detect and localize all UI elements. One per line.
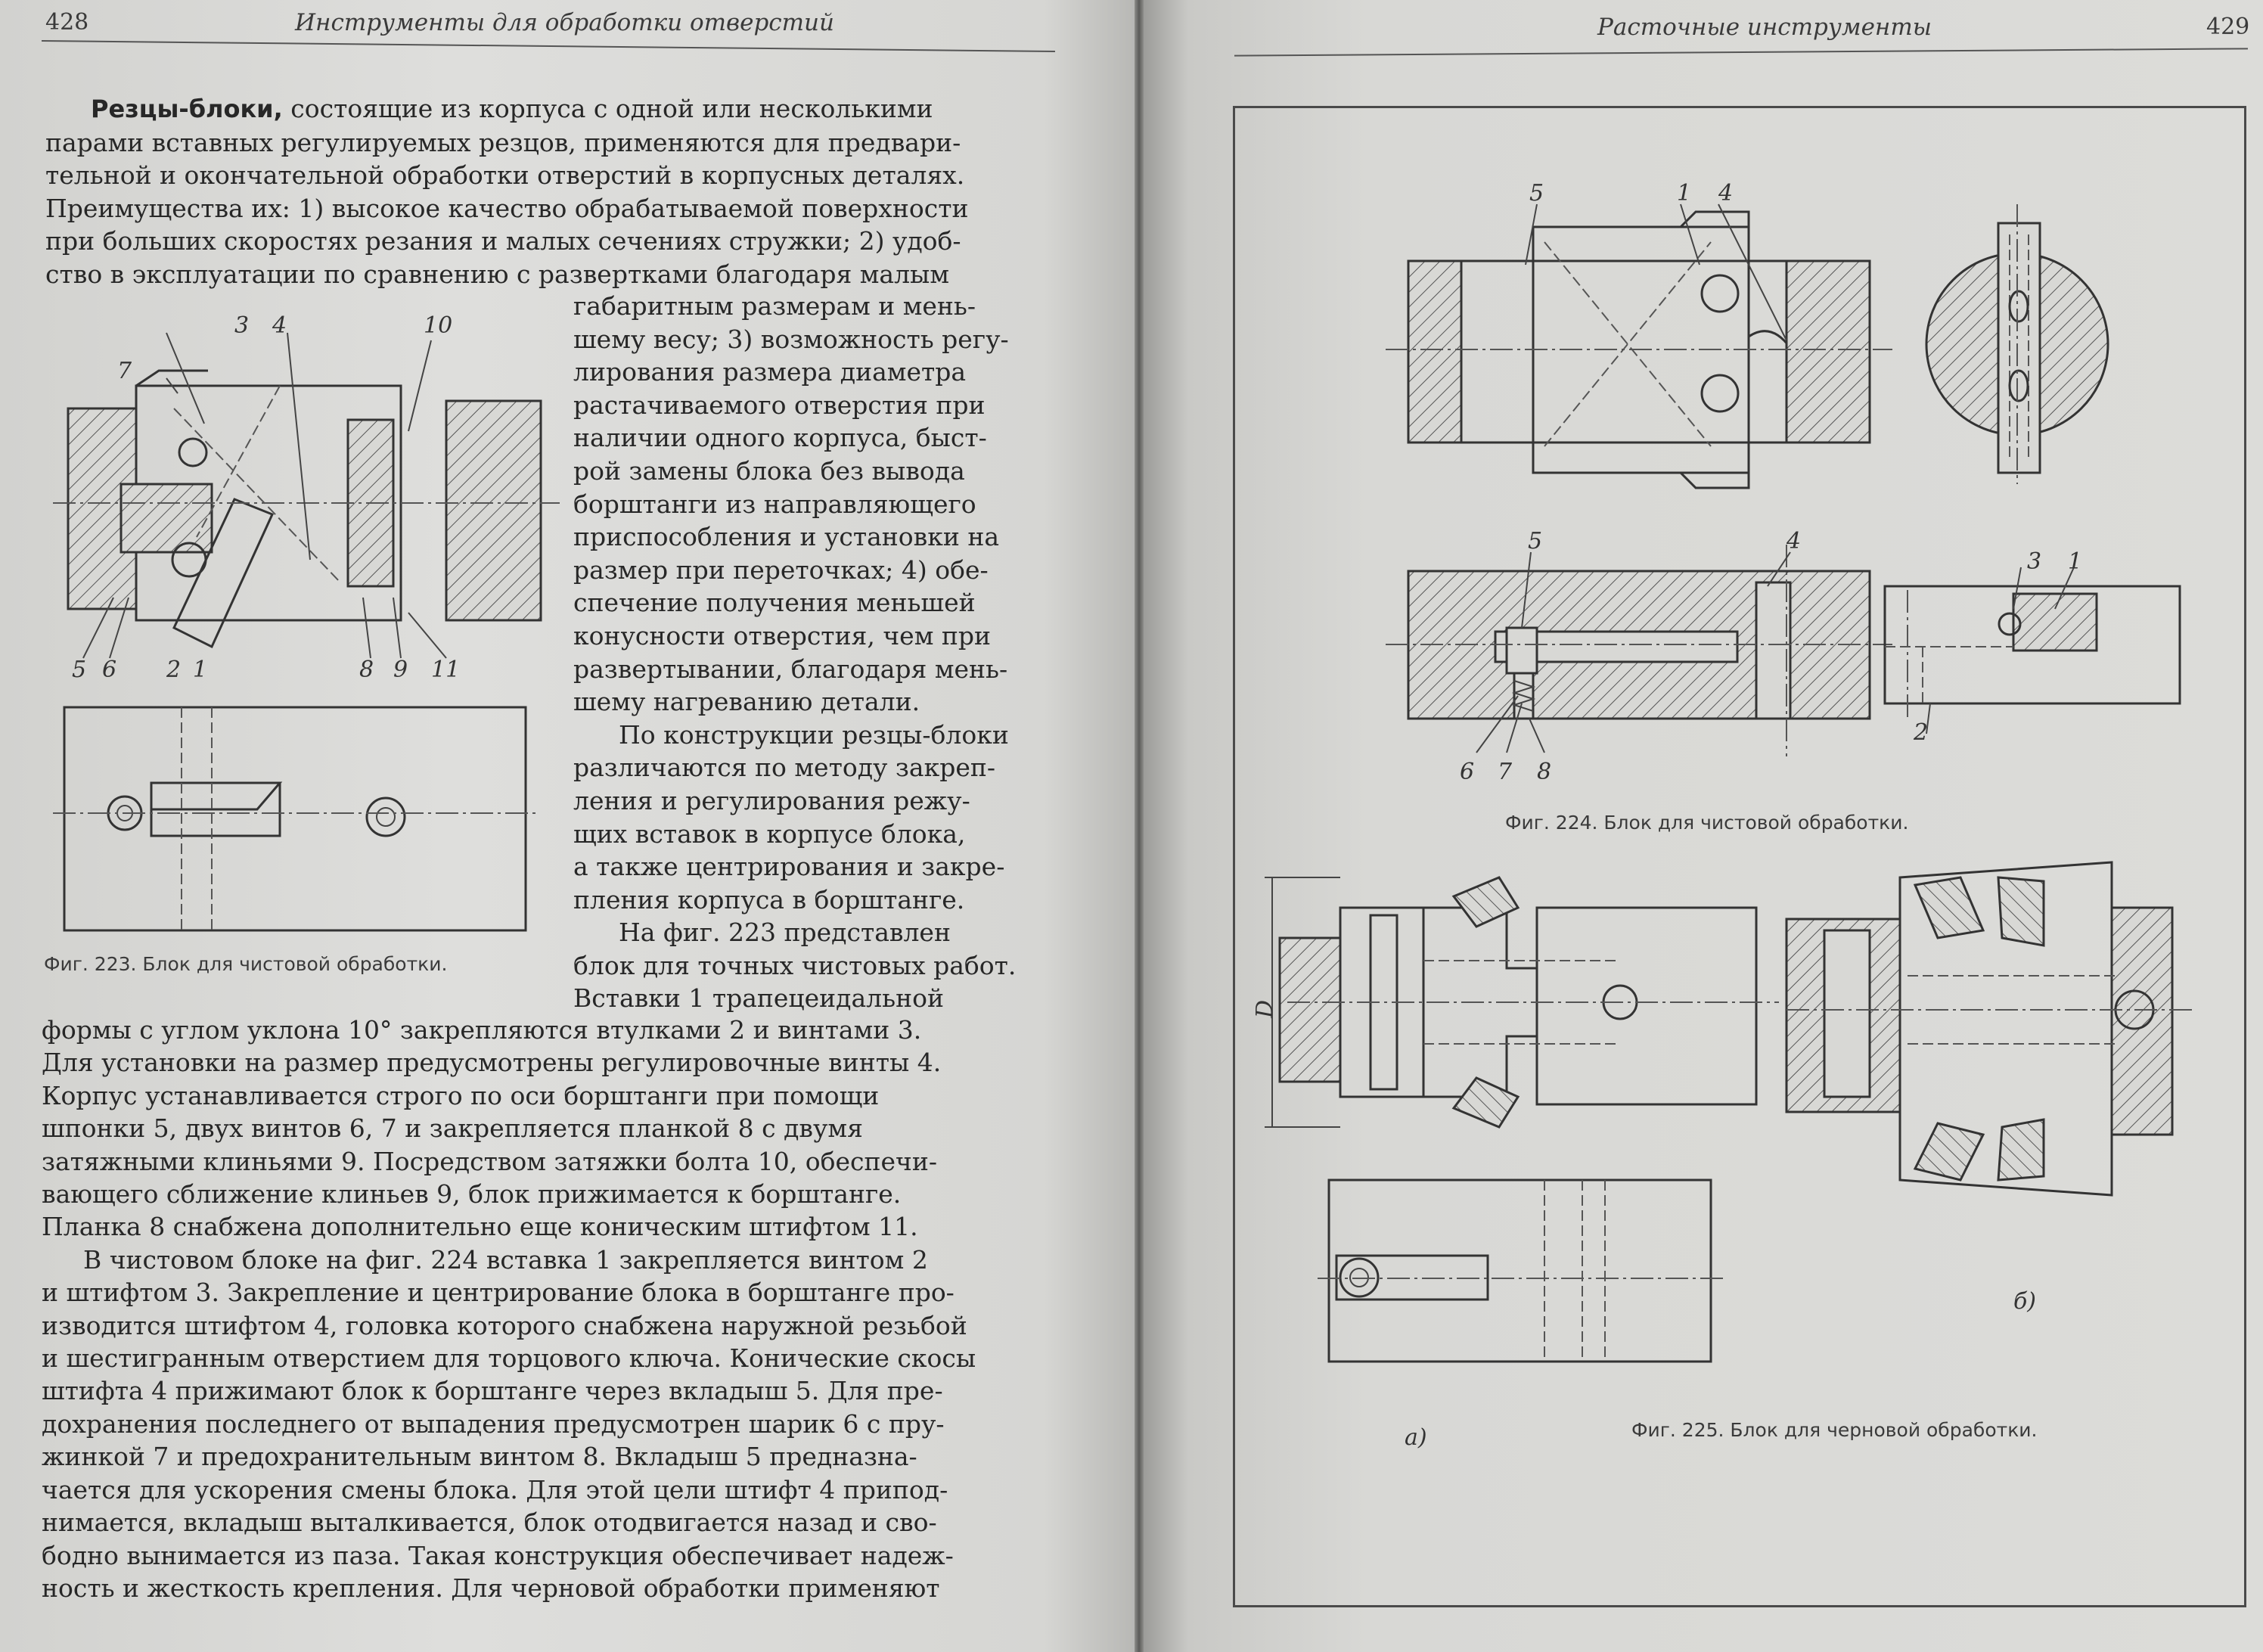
fig223-label: 7 xyxy=(117,358,132,384)
intro-line-6: ство в эксплуатации по сравнению с развертками благодаря малым xyxy=(45,259,949,289)
side-line: рой замены блока без вывода xyxy=(573,455,965,486)
fig225-label-a: а) xyxy=(1405,1424,1427,1451)
body-line: Планка 8 снабжена дополнительно еще коническим штифтом 11. xyxy=(42,1212,918,1242)
body-line: изводится штифтом 4, головка которого снабжена наружной резьбой xyxy=(42,1310,967,1340)
body-line: дохранения последнего от выпадения предусмотрен шарик 6 с пру- xyxy=(42,1408,945,1439)
right-page-number: 429 xyxy=(2206,14,2250,40)
figure-225-drawing xyxy=(1252,862,2233,1467)
fig223-label: 9 xyxy=(393,657,408,683)
fig224-label: 7 xyxy=(1498,759,1513,785)
bottom-paragraph xyxy=(42,1014,1051,1604)
right-running-head xyxy=(1144,9,2263,47)
body-line: шпонки 5, двух винтов 6, 7 и закрепляется планкой 8 с двумя xyxy=(42,1113,863,1144)
side-line: а также центрирования и закре- xyxy=(573,852,1005,882)
left-page-number: 428 xyxy=(45,9,89,36)
fig224-caption: Фиг. 224. Блок для чистовой обработки. xyxy=(1505,812,1909,834)
intro-line-1: состоящие из корпуса с одной или несколькими xyxy=(282,94,933,123)
fig225-label-D: D xyxy=(1252,999,1278,1018)
fig224-label: 4 xyxy=(1786,528,1802,554)
body-line: и штифтом 3. Закрепление и центрирование блока в борштанге про- xyxy=(42,1278,955,1308)
side-line: На фиг. 223 представлен xyxy=(619,918,951,948)
right-page xyxy=(1144,0,2263,1652)
fig224-label: 4 xyxy=(1718,180,1734,206)
side-line: По конструкции резцы-блоки xyxy=(619,719,1009,750)
fig223-label: 4 xyxy=(272,312,287,339)
intro-line-4: Преимущества их: 1) высокое качество обрабатываемой поверхности xyxy=(45,193,969,223)
figure-223-drawing xyxy=(53,310,560,938)
body-line: ность и жесткость крепления. Для черновой обработки применяют xyxy=(42,1573,940,1603)
body-line: В чистовом блоке на фиг. 224 вставка 1 закрепляется винтом 2 xyxy=(83,1244,928,1275)
body-line: нимается, вкладыш выталкивается, блок отодвигается назад и сво- xyxy=(42,1508,937,1538)
fig223-label: 5 xyxy=(72,657,87,683)
fig224-label: 5 xyxy=(1528,528,1543,554)
side-line: наличии одного корпуса, быст- xyxy=(573,423,987,453)
fig223-label: 2 xyxy=(166,657,182,683)
intro-line-5: при больших скоростях резания и малых сечениях стружки; 2) удоб- xyxy=(45,226,961,256)
side-line: спечение получения меньшей xyxy=(573,588,976,618)
fig223-label: 6 xyxy=(102,657,117,683)
side-column-text xyxy=(573,290,1051,1015)
fig224-label: 1 xyxy=(2068,548,2083,575)
side-line: шему нагреванию детали. xyxy=(573,687,920,717)
fig224-label: 8 xyxy=(1537,759,1552,785)
right-running-title: Расточные инструменты xyxy=(1597,14,1932,41)
fig223-label: 1 xyxy=(193,657,208,683)
side-line: блок для точных чистовых работ. xyxy=(573,950,1017,980)
fig223-label: 3 xyxy=(234,312,250,339)
intro-line-2: парами вставных регулируемых резцов, применяются для предвари- xyxy=(45,127,961,157)
term-bold: Резцы-блоки, xyxy=(91,95,283,123)
side-line: Вставки 1 трапецеидальной xyxy=(573,983,944,1014)
fig223-label: 8 xyxy=(359,657,374,683)
side-line: различаются по методу закреп- xyxy=(573,753,996,783)
fig224-label: 5 xyxy=(1529,180,1544,206)
book-spine xyxy=(1135,0,1144,1652)
side-line: приспособления и установки на xyxy=(573,522,999,552)
body-line: и шестигранным отверстием для торцового ключа. Конические скосы xyxy=(42,1343,976,1374)
body-line: бодно вынимается из паза. Такая конструкция обеспечивает надеж- xyxy=(42,1540,954,1570)
side-line: размер при переточках; 4) обе- xyxy=(573,554,989,585)
body-line: формы с углом уклона 10° закрепляются втулками 2 и винтами 3. xyxy=(42,1015,922,1045)
side-line: габаритным размерам и мень- xyxy=(573,291,976,321)
side-line: растачиваемого отверстия при xyxy=(573,390,986,420)
body-line: Для установки на размер предусмотрены регулировочные винты 4. xyxy=(42,1048,942,1078)
body-line: затяжными клиньями 9. Посредством затяжки болта 10, обеспечи- xyxy=(42,1146,937,1176)
intro-paragraph xyxy=(45,92,1055,290)
body-line: штифта 4 прижимают блок к борштанге через вкладыш 5. Для пре- xyxy=(42,1376,943,1406)
fig224-label: 6 xyxy=(1460,759,1475,785)
side-line: борштанги из направляющего xyxy=(573,489,976,519)
fig224-label: 1 xyxy=(1677,180,1692,206)
fig223-label: 10 xyxy=(424,312,453,339)
side-line: шему весу; 3) возможность регу- xyxy=(573,324,1009,354)
side-line: ления и регулирования режу- xyxy=(573,785,970,815)
side-line: пления корпуса в борштанге. xyxy=(573,884,965,914)
body-line: Корпус устанавливается строго по оси борштанги при помощи xyxy=(42,1080,880,1110)
right-header-rule xyxy=(1234,48,2248,56)
figure-224-drawing xyxy=(1257,174,2225,802)
side-line: щих вставок в корпусе блока, xyxy=(573,818,966,849)
body-line: жинкой 7 и предохранительным винтом 8. Вкладыш 5 предназна- xyxy=(42,1442,917,1472)
body-line: вающего сближение клиньев 9, блок прижимается к борштанге. xyxy=(42,1179,902,1210)
side-line: развертывании, благодаря мень- xyxy=(573,654,1008,684)
body-line: чается для ускорения смены блока. Для этой цели штифт 4 припод- xyxy=(42,1474,948,1504)
fig225-caption: Фиг. 225. Блок для черновой обработки. xyxy=(1631,1419,2038,1441)
fig224-label: 2 xyxy=(1914,719,1929,746)
fig225-label-b: б) xyxy=(2013,1288,2037,1315)
fig224-label: 3 xyxy=(2027,548,2042,575)
side-line: конусности отверстия, чем при xyxy=(573,620,991,651)
fig223-label: 11 xyxy=(431,657,461,683)
fig223-caption: Фиг. 223. Блок для чистовой обработки. xyxy=(44,953,448,975)
left-running-title: Инструменты для обработки отверстий xyxy=(295,9,834,36)
side-line: лирования размера диаметра xyxy=(573,357,967,387)
intro-line-3: тельной и окончательной обработки отверстий в корпусных деталях. xyxy=(45,160,965,190)
